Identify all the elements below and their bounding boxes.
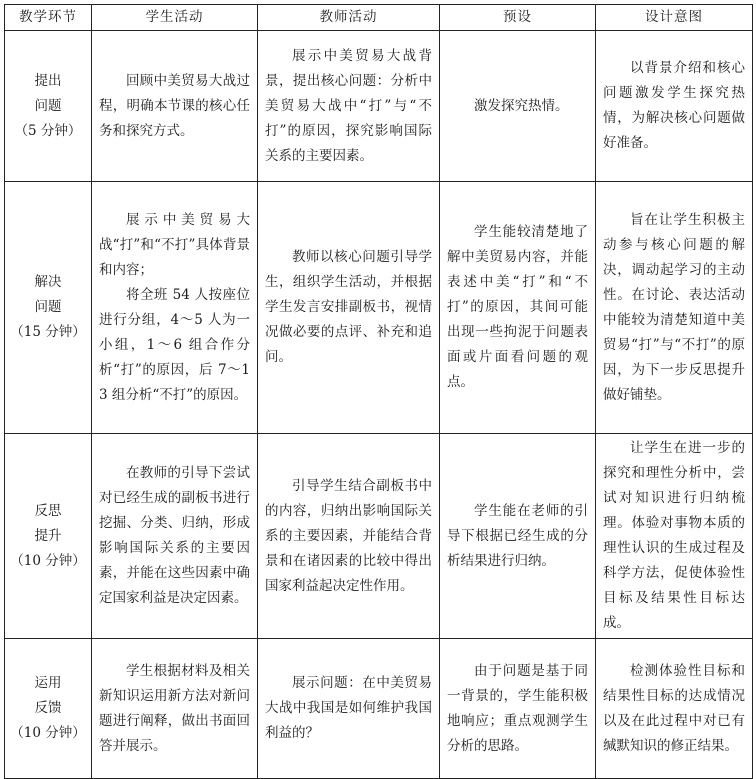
header-design-intent: 设计意图 bbox=[596, 5, 753, 31]
cell-paragraph: 旨在让学生积极主动参与核心问题的解决，调动起学习的主动性。在讨论、表达活动中能较为清楚知道中美贸易“打”与“不打”的原因，为下一步反思提升做好铺垫。 bbox=[603, 211, 745, 403]
cell-paragraph: 回顾中美贸易大战过程，明确本节课的核心任务和探究方式。 bbox=[99, 72, 250, 139]
preset-cell bbox=[440, 31, 596, 182]
cell-paragraph: 教师以核心问题引导学生，组织学生活动，并根据学生发言安排副板书，视情况做必要的点评、补充和追问。 bbox=[265, 249, 432, 365]
stage-cell bbox=[5, 31, 92, 182]
preset-cell bbox=[440, 639, 596, 779]
design-intent-cell bbox=[596, 182, 753, 434]
preset-cell bbox=[440, 434, 596, 639]
stage-line: 问题 bbox=[34, 97, 62, 114]
student-activity-cell bbox=[92, 639, 258, 779]
stage-duration: （10 分钟） bbox=[10, 552, 86, 569]
cell-paragraph: 检测体验性目标和结果性目标的达成情况以及在此过程中对已有缄默知识的修正结果。 bbox=[603, 662, 745, 754]
stage-cell bbox=[5, 182, 92, 434]
cell-paragraph: 展示中美贸易大战背景，提出核心问题：分析中美贸易大战中“打”与“不打”的原因，探究影响国际关系的主要因素。 bbox=[265, 47, 432, 164]
header-stage: 教学环节 bbox=[5, 5, 92, 31]
stage-cell bbox=[5, 434, 92, 639]
table-row bbox=[5, 434, 753, 639]
cell-paragraph: 展示问题：在中美贸易大战中我国是如何维护我国利益的？ bbox=[265, 675, 432, 741]
cell-paragraph: 由于问题是基于同一背景的，学生能积极地响应；重点观测学生分析的思路。 bbox=[447, 662, 588, 754]
design-intent-cell bbox=[596, 434, 753, 639]
stage-duration: （15 分钟） bbox=[10, 324, 86, 340]
cell-paragraph: 引导学生结合副板书中的内容，归纳出影响国际关系的主要因素，并能结合背景和在诸因素的比较中得出国家利益起决定性作用。 bbox=[265, 477, 432, 594]
cell-paragraph: 学生能在老师的引导下根据已经生成的分析结果进行归纳。 bbox=[447, 502, 588, 569]
header-row bbox=[5, 5, 753, 31]
design-intent-cell bbox=[596, 639, 753, 779]
lesson-plan-table bbox=[4, 4, 753, 779]
header-teacher-activity: 教师活动 bbox=[258, 5, 440, 31]
cell-paragraph: 学生能较清楚地了解中美贸易内容，并能表述中美“打”和“不打”的原因，其间可能出现一些拘泥于问题表面或片面看问题的观点。 bbox=[447, 224, 588, 390]
stage-line: 提出 bbox=[34, 72, 62, 89]
stage-line: 运用 bbox=[34, 675, 62, 691]
stage-line: 反思 bbox=[34, 502, 62, 519]
stage-cell bbox=[5, 639, 92, 779]
table-row bbox=[5, 182, 753, 434]
cell-paragraph: 以背景介绍和核心问题激发学生探究热情，为解决核心问题做好准备。 bbox=[603, 60, 745, 151]
header-student-activity: 学生活动 bbox=[92, 5, 258, 31]
design-intent-cell bbox=[596, 31, 753, 182]
student-activity-cell bbox=[92, 434, 258, 639]
teacher-activity-cell bbox=[258, 434, 440, 639]
student-activity-cell bbox=[92, 31, 258, 182]
cell-paragraph: 在教师的引导下尝试对已经生成的副板书进行挖掘、分类、归纳，形成影响国际关系的主要因素，并能在这些因素中确定国家利益是决定因素。 bbox=[99, 465, 250, 606]
stage-line: 问题 bbox=[34, 299, 62, 315]
stage-line: 提升 bbox=[34, 527, 62, 544]
table-row bbox=[5, 31, 753, 182]
stage-duration: （10 分钟） bbox=[10, 725, 86, 741]
preset-cell bbox=[440, 182, 596, 434]
cell-paragraph: 让学生在进一步的探究和理性分析中，尝试对知识进行归纳梳理。体验对事物本质的理性认识的生成过程及科学方法，促使体验性目标及结果性目标达成。 bbox=[603, 440, 745, 631]
stage-duration: （5 分钟） bbox=[14, 122, 82, 139]
cell-paragraph: 展示中美贸易大战“打”和“不打”具体背景和内容； bbox=[99, 211, 250, 278]
teacher-activity-cell bbox=[258, 31, 440, 182]
table-row bbox=[5, 639, 753, 779]
stage-line: 反馈 bbox=[34, 700, 62, 716]
cell-paragraph: 学生根据材料及相关新知识运用新方法对新问题进行阐释，做出书面回答并展示。 bbox=[99, 662, 250, 754]
stage-line: 解决 bbox=[34, 274, 62, 290]
cell-paragraph: 激发探究热情。 bbox=[474, 97, 569, 114]
header-preset: 预设 bbox=[440, 5, 596, 31]
teacher-activity-cell bbox=[258, 182, 440, 434]
cell-paragraph: 将全班 54 人按座位进行分组，4～5 人为一小组，1～6 组合作分析“打”的原因，后 7～13 组分析“不打”的原因。 bbox=[99, 286, 250, 403]
student-activity-cell bbox=[92, 182, 258, 434]
teacher-activity-cell bbox=[258, 639, 440, 779]
